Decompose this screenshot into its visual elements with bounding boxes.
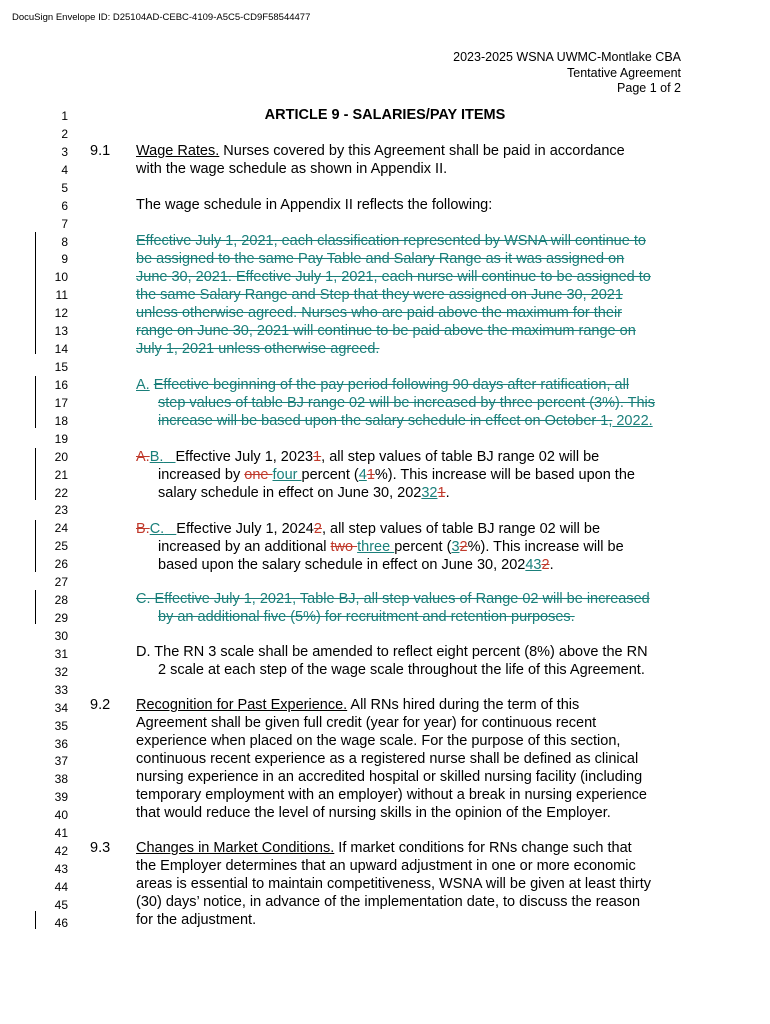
item-b [136, 449, 599, 465]
text-run: , all step values of table BJ range 02 will be [321, 449, 600, 465]
item-c-deleted-label: B. [136, 521, 150, 537]
text-run: three [357, 539, 395, 555]
text-run: Effective July 1, 2021, Table BJ, all step values of Range 02 will be increased [154, 591, 650, 607]
line-number: 18 [54, 413, 68, 428]
struck-line: range on June 30, 2021 will continue to be paid above the maximum range on [136, 323, 636, 339]
line-number: 22 [54, 485, 68, 500]
line-number: 17 [54, 395, 68, 410]
text-run: increase will be based upon the salary schedule in effect on October 1, [158, 413, 613, 429]
struck-line: July 1, 2021 unless otherwise agreed. [136, 341, 380, 357]
line-number: 6 [61, 198, 68, 213]
line-number: 42 [54, 844, 68, 859]
line-number: 30 [54, 628, 68, 643]
text-run [163, 449, 175, 465]
item-d-line-1: The RN 3 scale shall be amended to reflect eight percent (8%) above the RN [154, 644, 648, 660]
line-number: 27 [54, 575, 68, 590]
struck-line: June 30, 2021. Effective July 1, 2021, each nurse will continue to be assigned to [136, 269, 651, 285]
item-c-label: C. [149, 521, 165, 537]
line-number: 41 [54, 826, 68, 841]
text-run: increased by [158, 467, 245, 483]
text-run: two [330, 539, 358, 555]
line-number: 20 [54, 449, 68, 464]
text-run: 43 [525, 557, 542, 573]
line-number: 21 [54, 467, 68, 482]
text-run: 1 [313, 449, 322, 465]
header-line-2: Tentative Agreement [567, 65, 681, 80]
text-run: 2 [313, 521, 322, 537]
line-number: 12 [54, 306, 68, 321]
line-number: 46 [54, 915, 68, 930]
section-9-2-line: that would reduce the level of nursing skills in the opinion of the Employer. [136, 805, 611, 821]
document-header [453, 50, 681, 97]
change-bar [35, 232, 36, 354]
line-number: 36 [54, 736, 68, 751]
item-c-line-2 [158, 539, 624, 555]
line-number: 35 [54, 718, 68, 733]
section-9-2-line: continuous recent experience as a registered nurse shall be defined as clinical [136, 751, 639, 767]
line-number: 26 [54, 557, 68, 572]
change-bar [35, 590, 36, 624]
item-c [136, 521, 600, 537]
change-bar [35, 448, 36, 500]
text-run: increased by an additional [158, 539, 331, 555]
section-number-9-2: 9.2 [90, 697, 111, 713]
struck-line: the same Salary Range and Step that they were assigned on June 30, 2021 [136, 287, 623, 303]
text-run: Effective July 1, 2023 [175, 449, 314, 465]
line-number: 23 [54, 503, 68, 518]
line-number: 39 [54, 790, 68, 805]
item-c-struck [136, 591, 650, 607]
line-number: 10 [54, 270, 68, 285]
line-number: 15 [54, 360, 68, 375]
item-b-line-3 [158, 485, 450, 501]
text-run: If market conditions for RNs change such that [334, 840, 632, 856]
text-run: 2 [541, 557, 550, 573]
text-run: . [445, 485, 450, 501]
line-number: 9 [61, 252, 68, 267]
line-number: 34 [54, 700, 68, 715]
text-run: C. [136, 591, 151, 607]
text-run: , all step values of table BJ range 02 will be [321, 521, 601, 537]
item-d-line-2: 2 scale at each step of the wage scale throughout the life of this Agreement. [158, 662, 645, 678]
line-number: 31 [54, 646, 68, 661]
item-c-line-3 [158, 557, 554, 573]
section-9-3-line: (30) days’ notice, in advance of the implementation date, to discuss the reason [136, 894, 641, 910]
item-b-label: B. [149, 449, 164, 465]
item-b-deleted-label: A. [136, 449, 150, 465]
line-number: 38 [54, 772, 68, 787]
text-run: Effective July 1, 2024 [176, 521, 314, 537]
line-number: 14 [54, 342, 68, 357]
text-run: four [272, 467, 302, 483]
section-9-1-line: The wage schedule in Appendix II reflects the following: [136, 197, 493, 213]
section-9-1-line: with the wage schedule as shown in Appendix II. [136, 161, 448, 177]
change-bar [35, 376, 36, 428]
text-run: 32 [421, 485, 438, 501]
line-number: 11 [55, 288, 68, 303]
line-number: 33 [54, 682, 68, 697]
item-a-line-2: step values of table BJ range 02 will be increased by three percent (3%). This [158, 395, 656, 411]
text-run: percent ( [394, 539, 452, 555]
section-heading-past-experience: Recognition for Past Experience. [136, 697, 348, 713]
text-run: 3 [451, 539, 460, 555]
header-line-3: Page 1 of 2 [617, 81, 681, 95]
line-number: 45 [54, 897, 68, 912]
section-heading-wage-rates: Wage Rates. [136, 143, 220, 159]
text-run: Nurses covered by this Agreement shall be paid in accordance [219, 143, 625, 159]
line-number: 16 [54, 377, 68, 392]
section-9-2-line [136, 697, 579, 713]
item-d [136, 644, 648, 660]
section-heading-market-conditions: Changes in Market Conditions. [136, 840, 335, 856]
line-number: 29 [54, 611, 68, 626]
section-9-1-line [136, 143, 625, 159]
section-9-3-line: the Employer determines that an upward adjustment in one or more economic [136, 858, 636, 874]
struck-line: be assigned to the same Pay Table and Salary Range as it was assigned on [136, 251, 625, 267]
section-number-9-3: 9.3 [90, 840, 111, 856]
line-number: 37 [54, 754, 68, 769]
text-run: salary schedule in effect on June 30, 202 [158, 485, 422, 501]
item-a [136, 377, 629, 393]
line-number: 1 [61, 109, 68, 123]
section-9-2-line: experience when placed on the wage scale. For the purpose of this section, [136, 733, 621, 749]
change-bar [35, 911, 36, 929]
section-9-3-line: areas is essential to maintain competitiveness, WSNA will be given at least thirty [136, 876, 651, 892]
text-run: All RNs hired during the term of this [347, 697, 580, 713]
section-9-2-line: nursing experience in an accredited hospital or skilled nursing facility (including [136, 769, 643, 785]
line-number: 43 [54, 862, 68, 877]
line-number: 13 [54, 324, 68, 339]
section-9-3-line [136, 840, 632, 856]
line-number: 24 [54, 521, 68, 536]
text-run: percent ( [301, 467, 359, 483]
line-number: 8 [61, 234, 68, 249]
struck-line: unless otherwise agreed. Nurses who are paid above the maximum for their [136, 305, 622, 321]
line-number: 25 [54, 539, 68, 554]
line-number: 28 [54, 593, 68, 608]
text-run: based upon the salary schedule in effect on June 30, 202 [158, 557, 526, 573]
text-run: 1 [366, 467, 375, 483]
item-a-line-3 [158, 413, 653, 429]
line-number: 32 [54, 664, 68, 679]
section-number-9-1: 9.1 [90, 143, 111, 159]
line-number: 7 [61, 216, 68, 231]
item-d-label: D. [136, 644, 151, 660]
text-run: . [549, 557, 554, 573]
line-number: 19 [54, 431, 68, 446]
text-run: 4 [358, 467, 367, 483]
text-run: %). This increase will be based upon the [374, 467, 635, 483]
section-9-2-line: temporary employment with an employer) without a break in nursing experience [136, 787, 647, 803]
line-number: 40 [54, 808, 68, 823]
line-number: 4 [61, 162, 68, 177]
docusign-envelope-id: DocuSign Envelope ID: D25104AD-CEBC-4109-A5C5-CD9F58544477 [12, 12, 311, 23]
section-9-3-line: for the adjustment. [136, 912, 257, 928]
struck-line: Effective July 1, 2021, each classification represented by WSNA will continue to [136, 233, 646, 249]
line-number: 3 [61, 144, 68, 159]
item-c-struck-line-2: by an additional five (5%) for recruitment and retention purposes. [158, 609, 575, 625]
text-run: 1 [437, 485, 446, 501]
text-run [164, 521, 176, 537]
text-run: %). This increase will be [467, 539, 624, 555]
header-line-1: 2023-2025 WSNA UWMC-Montlake CBA [453, 50, 681, 64]
line-number: 44 [54, 879, 68, 894]
section-9-2-line: Agreement shall be given full credit (year for year) for continuous recent [136, 715, 597, 731]
article-title: ARTICLE 9 - SALARIES/PAY ITEMS [264, 107, 506, 123]
item-a-line-1: Effective beginning of the pay period following 90 days after ratification, all [153, 377, 630, 393]
change-bar [35, 520, 36, 572]
item-a-label: A. [136, 377, 150, 393]
line-number: 2 [61, 126, 68, 141]
text-run: 2 [459, 539, 468, 555]
text-run: one [244, 467, 273, 483]
item-b-line-2 [158, 467, 635, 483]
line-number: 5 [61, 180, 68, 195]
text-run: 2022. [612, 413, 653, 429]
